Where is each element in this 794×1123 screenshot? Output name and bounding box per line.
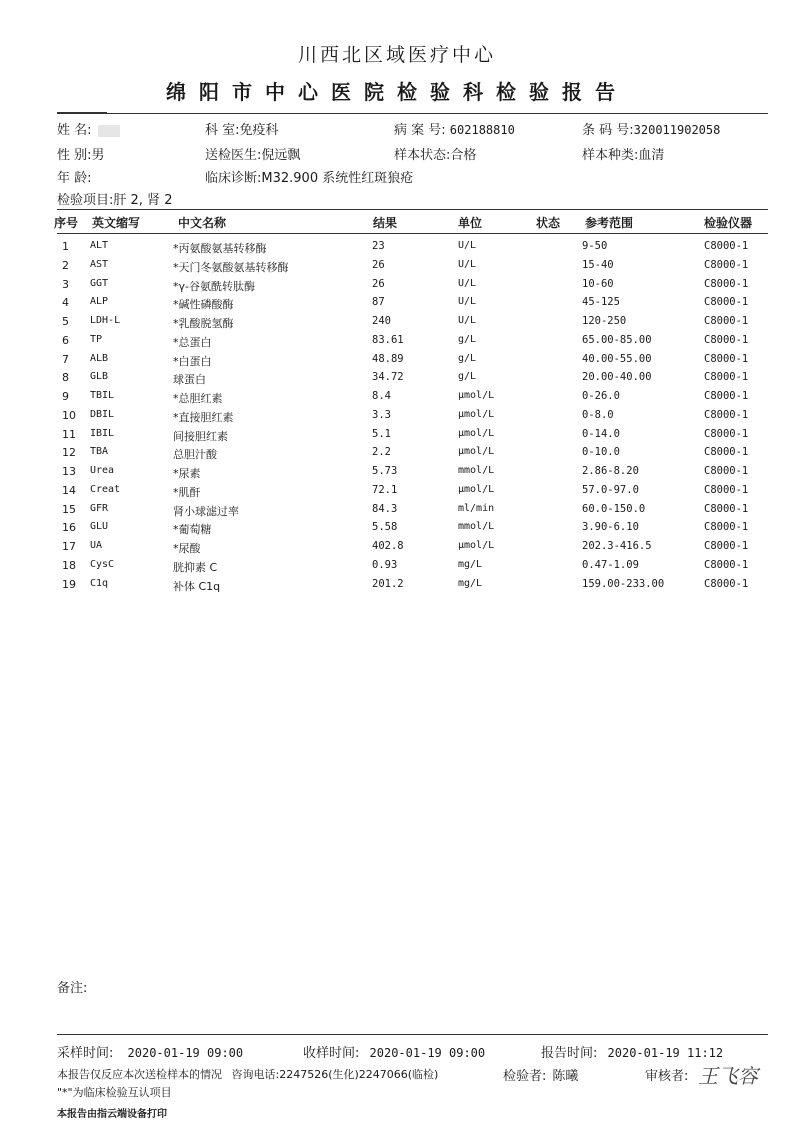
row-number: 9 (62, 390, 69, 403)
tester: 检验者: 陈曦 (503, 1069, 579, 1084)
barcode-number: 条 码 号:320011902058 (582, 123, 721, 138)
row-result: 8.4 (372, 390, 391, 402)
sample-type: 样本种类:血清 (582, 148, 665, 163)
row-unit: ml/min (458, 502, 495, 514)
row-reference-range: 0-14.0 (582, 427, 620, 440)
row-unit: mg/L (458, 558, 483, 570)
header-result: 结果 (373, 216, 398, 230)
asterisk-note: "*"为临床检验互认项目 (57, 1086, 172, 1099)
report-title: 绵阳市中心医院检验科检验报告 (166, 80, 628, 104)
row-chinese-name: 总胆汁酸 (173, 448, 217, 462)
reviewer-signature: 王飞容 (698, 1064, 758, 1088)
disclaimer: 本报告仅反应本次送检样本的情况 咨询电话:2247526(生化)2247066(临检) (57, 1068, 439, 1081)
table-row (0, 369, 794, 388)
row-result: 23 (372, 240, 385, 252)
row-abbreviation: LDH-L (90, 315, 121, 326)
row-result: 240 (372, 315, 391, 327)
row-instrument: C8000-1 (704, 502, 749, 515)
row-result: 402.8 (372, 540, 404, 552)
table-row (0, 426, 794, 445)
row-result: 84.3 (372, 502, 398, 515)
row-number: 13 (62, 465, 76, 478)
patient-name: 姓 名: (57, 119, 120, 138)
row-chinese-name: *尿素 (173, 467, 201, 480)
table-row (0, 388, 794, 407)
row-reference-range: 60.0-150.0 (582, 502, 646, 515)
table-top-rule (57, 209, 768, 210)
row-reference-range: 159.00-233.00 (582, 577, 665, 590)
row-reference-range: 0-10.0 (582, 446, 620, 459)
row-chinese-name: 间接胆红素 (173, 429, 228, 443)
row-instrument: C8000-1 (704, 577, 749, 590)
row-reference-range: 65.00-85.00 (582, 333, 652, 346)
redacted-mark (98, 125, 120, 137)
row-instrument: C8000-1 (704, 427, 749, 440)
table-row (0, 444, 794, 463)
row-reference-range: 15-40 (582, 258, 614, 271)
row-chinese-name: *葡萄糖 (173, 523, 212, 537)
row-chinese-name: *肌酐 (173, 485, 201, 499)
row-abbreviation: C1q (90, 577, 109, 589)
row-unit: μmol/L (458, 446, 495, 458)
row-chinese-name: 肾小球滤过率 (173, 504, 239, 518)
table-row (0, 501, 794, 520)
requesting-doctor: 送检医生:倪远飘 (205, 148, 301, 163)
row-result: 72.1 (372, 483, 398, 496)
row-reference-range: 0-8.0 (582, 408, 614, 421)
row-abbreviation: ALB (90, 352, 109, 364)
row-instrument: C8000-1 (704, 371, 749, 384)
row-unit: g/L (458, 333, 477, 345)
row-unit: g/L (458, 352, 477, 364)
row-chinese-name: *碱性磷酸酶 (173, 298, 234, 312)
row-result: 201.2 (372, 577, 404, 590)
row-abbreviation: GLB (90, 371, 109, 383)
table-row (0, 238, 794, 257)
row-abbreviation: GLU (90, 521, 109, 533)
receive-time: 收样时间: 2020-01-19 09:00 (303, 1046, 486, 1061)
patient-gender: 性 别:男 (57, 148, 105, 163)
table-row (0, 482, 794, 501)
row-abbreviation: AST (90, 258, 109, 270)
row-result: 48.89 (372, 352, 404, 365)
row-reference-range: 20.00-40.00 (582, 371, 652, 384)
row-instrument: C8000-1 (704, 408, 749, 421)
header-divider (57, 113, 768, 114)
row-result: 83.61 (372, 333, 404, 346)
row-unit: μmol/L (458, 390, 495, 401)
table-row (0, 519, 794, 538)
row-unit: mg/L (458, 577, 483, 589)
row-number: 15 (62, 502, 76, 516)
table-row (0, 557, 794, 576)
collect-time: 采样时间: 2020-01-19 09:00 (57, 1046, 244, 1061)
header-no: 序号 (54, 216, 79, 230)
row-number: 10 (62, 408, 76, 422)
row-result: 5.1 (372, 427, 391, 440)
row-chinese-name: *直接胆红素 (173, 410, 234, 424)
row-instrument: C8000-1 (704, 483, 749, 496)
department: 科 室:免疫科 (205, 123, 279, 138)
row-reference-range: 45-125 (582, 296, 620, 309)
row-abbreviation: ALT (90, 240, 109, 251)
row-abbreviation: TBA (90, 446, 109, 458)
table-header-rule (57, 233, 768, 234)
row-reference-range: 120-250 (582, 315, 627, 327)
table-row (0, 576, 794, 595)
row-number: 19 (62, 577, 76, 591)
row-reference-range: 0-26.0 (582, 390, 620, 402)
row-reference-range: 202.3-416.5 (582, 540, 652, 552)
row-number: 4 (62, 296, 69, 310)
row-instrument: C8000-1 (704, 240, 749, 252)
row-instrument: C8000-1 (704, 465, 749, 477)
row-result: 0.93 (372, 558, 398, 571)
row-number: 6 (62, 333, 69, 347)
row-chinese-name: 补体 C1q (173, 579, 221, 593)
row-unit: U/L (458, 240, 477, 251)
record-number: 病 案 号: 602188810 (394, 123, 515, 138)
row-number: 2 (62, 258, 69, 272)
row-number: 11 (62, 427, 76, 441)
row-instrument: C8000-1 (704, 558, 749, 571)
table-row (0, 257, 794, 276)
row-result: 87 (372, 296, 385, 309)
remarks-label: 备注: (57, 981, 88, 996)
row-chinese-name: 球蛋白 (173, 373, 206, 387)
row-number: 5 (62, 315, 69, 328)
sample-status: 样本状态:合格 (394, 148, 477, 163)
row-instrument: C8000-1 (704, 352, 749, 365)
row-instrument: C8000-1 (704, 333, 749, 346)
row-result: 3.3 (372, 408, 391, 421)
row-abbreviation: GFR (90, 502, 109, 514)
header-unit: 单位 (458, 216, 483, 230)
header-status: 状态 (536, 216, 561, 230)
row-result: 5.73 (372, 465, 398, 477)
row-reference-range: 3.90-6.10 (582, 521, 639, 534)
row-result: 34.72 (372, 371, 404, 384)
row-reference-range: 9-50 (582, 240, 608, 252)
table-row (0, 313, 794, 332)
row-number: 3 (62, 277, 69, 291)
row-number: 18 (62, 558, 76, 572)
row-chinese-name: 胱抑素 C (173, 560, 218, 574)
print-note: 本报告由指云端设备打印 (57, 1109, 167, 1120)
table-row (0, 332, 794, 351)
table-row (0, 276, 794, 295)
row-chinese-name: *丙氨酸氨基转移酶 (173, 242, 267, 255)
clinical-diagnosis: 临床诊断:M32.900 系统性红斑狼疮 (205, 171, 414, 186)
header-ref-range: 参考范围 (585, 216, 634, 230)
reviewer-label: 审核者: (645, 1069, 689, 1084)
row-reference-range: 40.00-55.00 (582, 352, 652, 365)
row-unit: U/L (458, 315, 477, 326)
row-chinese-name: *乳酸脱氢酶 (173, 317, 234, 330)
row-chinese-name: *γ-谷氨酰转肽酶 (173, 279, 255, 293)
row-chinese-name: *白蛋白 (173, 354, 212, 368)
row-number: 17 (62, 540, 76, 553)
row-instrument: C8000-1 (704, 390, 749, 402)
row-reference-range: 10-60 (582, 277, 614, 290)
patient-age: 年 龄: (57, 171, 92, 186)
row-unit: μmol/L (458, 540, 495, 551)
row-chinese-name: *总蛋白 (173, 335, 212, 349)
row-abbreviation: ALP (90, 296, 109, 308)
row-unit: mmol/L (458, 465, 495, 476)
row-instrument: C8000-1 (704, 446, 749, 459)
row-unit: μmol/L (458, 483, 495, 495)
row-instrument: C8000-1 (704, 296, 749, 309)
row-abbreviation: CysC (90, 558, 115, 570)
header-instrument: 检验仪器 (704, 216, 753, 230)
table-row (0, 463, 794, 482)
row-abbreviation: TBIL (90, 390, 115, 401)
test-items: 检验项目:肝 2, 肾 2 (57, 193, 173, 208)
row-abbreviation: IBIL (90, 427, 115, 439)
row-number: 1 (62, 240, 69, 253)
row-instrument: C8000-1 (704, 258, 749, 271)
row-unit: mmol/L (458, 521, 495, 533)
row-result: 5.58 (372, 521, 398, 534)
row-unit: U/L (458, 258, 477, 270)
row-instrument: C8000-1 (704, 540, 749, 552)
row-abbreviation: DBIL (90, 408, 115, 420)
row-reference-range: 57.0-97.0 (582, 483, 639, 496)
row-number: 7 (62, 352, 69, 366)
row-abbreviation: GGT (90, 277, 109, 289)
row-instrument: C8000-1 (704, 315, 749, 327)
row-instrument: C8000-1 (704, 521, 749, 534)
row-abbreviation: UA (90, 540, 103, 551)
row-abbreviation: TP (90, 333, 103, 345)
row-result: 26 (372, 258, 385, 271)
row-number: 12 (62, 446, 76, 460)
hospital-name: 川西北区域医疗中心 (297, 44, 496, 66)
row-unit: U/L (458, 296, 477, 308)
row-number: 14 (62, 483, 76, 497)
row-reference-range: 0.47-1.09 (582, 558, 639, 571)
report-time: 报告时间: 2020-01-19 11:12 (541, 1046, 724, 1061)
table-row (0, 538, 794, 557)
header-abbr: 英文缩写 (92, 216, 141, 230)
row-number: 16 (62, 521, 76, 535)
row-result: 26 (372, 277, 385, 290)
footer-rule (57, 1034, 768, 1035)
row-unit: g/L (458, 371, 477, 383)
row-abbreviation: Creat (90, 483, 121, 495)
table-row (0, 351, 794, 370)
row-chinese-name: *尿酸 (173, 542, 201, 555)
row-result: 2.2 (372, 446, 391, 459)
header-cn-name: 中文名称 (178, 216, 227, 230)
row-reference-range: 2.86-8.20 (582, 465, 639, 477)
row-unit: U/L (458, 277, 477, 289)
row-chinese-name: *总胆红素 (173, 392, 223, 405)
row-abbreviation: Urea (90, 465, 115, 476)
row-number: 8 (62, 371, 69, 385)
row-unit: μmol/L (458, 408, 495, 420)
row-instrument: C8000-1 (704, 277, 749, 290)
table-row (0, 294, 794, 313)
row-chinese-name: *天门冬氨酸氨基转移酶 (173, 260, 289, 274)
row-unit: μmol/L (458, 427, 495, 439)
table-row (0, 407, 794, 426)
